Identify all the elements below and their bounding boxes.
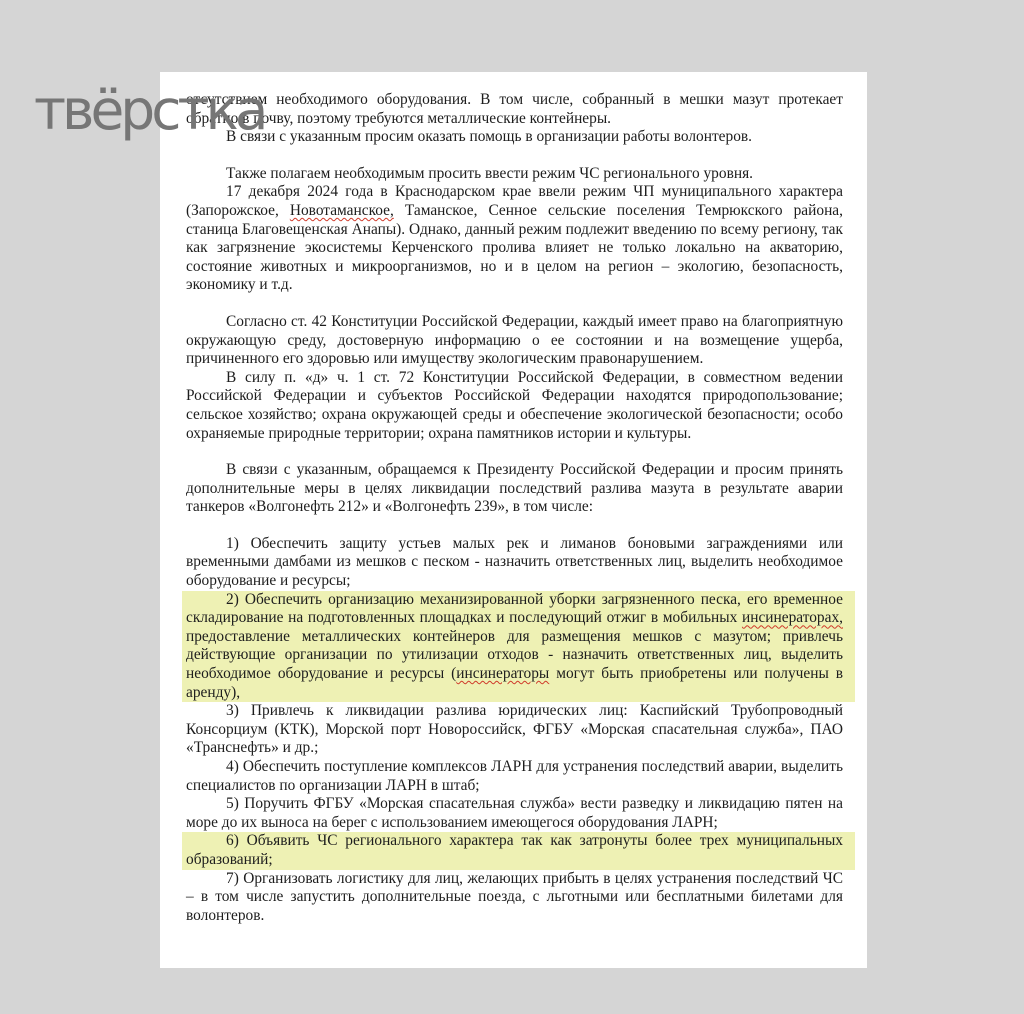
paragraph-8: 1) Обеспечить защиту устьев малых рек и лиманов боновыми заграждениями или временными дамбами из мешков с песком - назначить ответственных лиц, выделить необходимое оборудование и ресурсы; <box>186 534 843 590</box>
paragraph-10: 3) Привлечь к ликвидации разлива юридических лиц: Каспийский Трубопроводный Консорциум (КТК), Морской порт Новороссийск, ФГБУ «Морская спасательная служба», ПАО «Транснефть» и др.; <box>186 702 843 757</box>
paragraph-5: Согласно ст. 42 Конституции Российской Федерации, каждый имеет право на благоприятную окружающую среду, достоверную информацию о ее состоянии и на возмещение ущерба, причиненного его здоровью или имуществу экологическим правонарушением. <box>186 312 843 368</box>
misspelled-word: инсинераторах, <box>741 609 843 627</box>
paragraph-3: Также полагаем необходимым просить ввести режим ЧС регионального уровня. <box>226 164 754 182</box>
misspelled-word: инсинераторы <box>456 665 550 683</box>
paragraph-14: 7) Организовать логистику для лиц, желающих прибыть в целях устранения последствий ЧС – в том числе запустить дополнительные поезда, с льготными или бесплатными билетами для волонтеров. <box>186 869 843 924</box>
paragraph-12: 5) Поручить ФГБУ «Морская спасательная служба» вести разведку и ликвидацию пятен на море до их выноса на берег с использованием имеющегося оборудования ЛАРН; <box>186 795 843 831</box>
paragraph-9: 2) Обеспечить организацию механизированной уборки загрязненного песка, его временное складирование на подготовленных площадках и последующий отжиг в мобильных инсинераторах, предоставление металлических контейнеров для размещения мешков с мазутом; привлечь действующие организации по утилизации отходов - назначить ответственных лиц, выделить необходимое оборудование и ресурсы (инсинераторы могут быть приобретены или получены в аренду), <box>182 591 855 703</box>
paragraph-7: В связи с указанным, обращаемся к Президенту Российской Федерации и просим принять дополнительные меры в целях ликвидации последствий разлива мазута в результате аварии танкеров «Волгонефть 212» и «Волгонефть 239», в том числе: <box>186 461 843 516</box>
paragraph-13: 6) Объявить ЧС регионального характера так как затронуты более трех муниципальных образований; <box>182 832 855 869</box>
paragraph-4: 17 декабря 2024 года в Краснодарском крае ввели режим ЧП муниципального характера (Запорожское, Новотаманское, Таманское, Сенное сельские поселения Темрюкского района, станица Благовещенская Анапы). Однако, данный режим подлежит введению по всему региону, так как загрязнение экосистемы Керченского пролива влияет не только локально на акваторию, состояние животных и микроорганизмов, но и в целом на регион – экологию, безопасность, экономику и т.д. <box>186 183 843 294</box>
document-page <box>160 72 867 968</box>
paragraph-1: отсутствием необходимого оборудования. В том числе, собранный в мешки мазут протекает обратно в почву, поэтому требуются металлические контейнеры. <box>186 91 843 127</box>
misspelled-word: Новотаманское, <box>289 201 394 219</box>
paragraph-2: В связи с указанным просим оказать помощь в организации работы волонтеров. <box>226 128 753 146</box>
document-text <box>186 91 843 925</box>
verstka-watermark: твёрстка <box>34 78 265 142</box>
paragraph-6: В силу п. «д» ч. 1 ст. 72 Конституции Российской Федерации, в совместном ведении Российской Федерации и субъектов Российской Федерации находятся природопользование; сельское хозяйство; охрана окружающей среды и обеспечение экологической безопасности; особо охраняемые природные территории; охрана памятников истории и культуры. <box>186 368 843 442</box>
paragraph-11: 4) Обеспечить поступление комплексов ЛАРН для устранения последствий аварии, выделить специалистов по организации ЛАРН в штаб; <box>186 758 843 794</box>
